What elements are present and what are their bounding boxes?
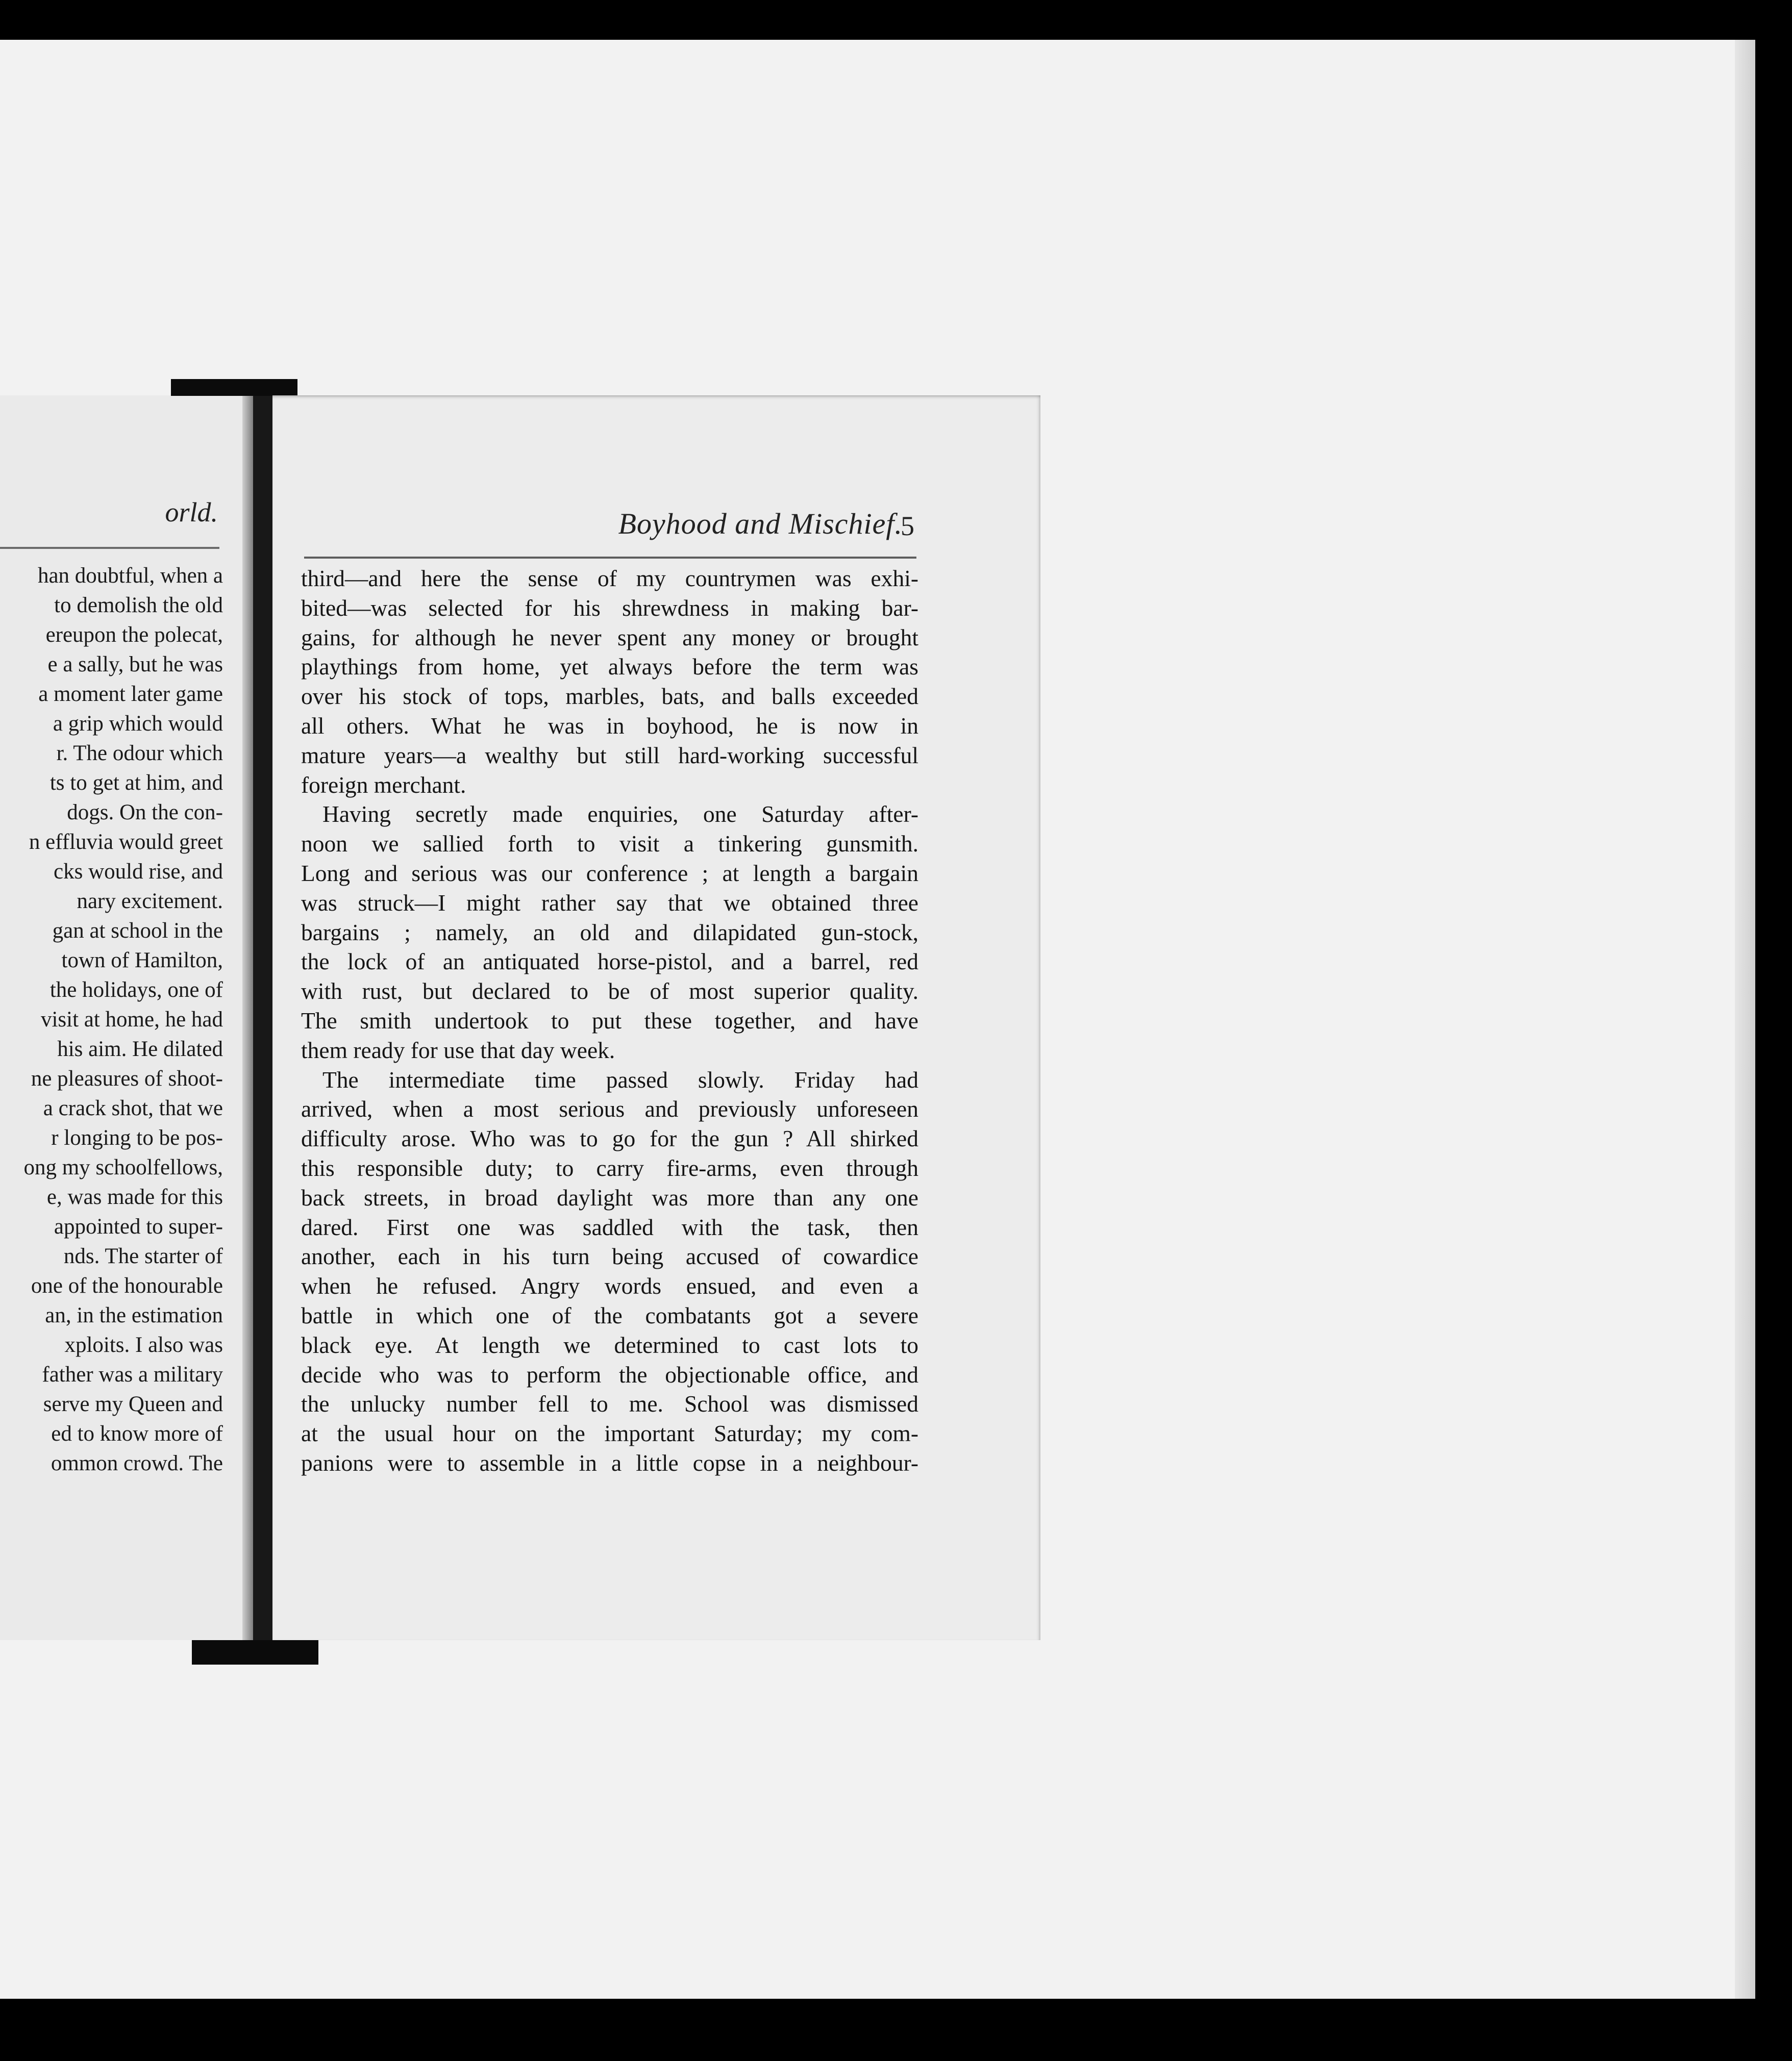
text-line: when he refused. Angry words ensued, and even a xyxy=(301,1273,918,1299)
text-line: bited—was selected for his shrewdness in making bar- xyxy=(301,594,918,621)
left-header-rule xyxy=(0,547,219,549)
text-line: panions were to assemble in a little copse in a neighbour- xyxy=(301,1449,918,1476)
text-line: gan at school in the xyxy=(52,919,223,943)
text-line: noon we sallied forth to visit a tinkering gunsmith. xyxy=(301,831,918,857)
text-line: one of the honourable xyxy=(31,1274,223,1298)
text-line: black eye. At length we determined to cast lots to xyxy=(301,1331,918,1358)
text-line: dared. First one was saddled with the task, then xyxy=(301,1214,918,1240)
running-head: Boyhood and Mischief. xyxy=(618,507,903,540)
book-binding xyxy=(253,395,272,1640)
text-line: third—and here the sense of my countrymen was exhi- xyxy=(301,565,918,591)
text-line: ts to get at him, and xyxy=(49,771,223,795)
text-line: The smith undertook to put these together, and have xyxy=(301,1007,918,1034)
text-line: at the usual hour on the important Saturday; my com- xyxy=(301,1420,918,1447)
text-line: The intermediate time passed slowly. Friday had xyxy=(322,1066,918,1093)
text-line: difficulty arose. Who was to go for the gun ? All shirked xyxy=(301,1125,918,1152)
text-line: town of Hamilton, xyxy=(61,948,223,972)
left-page xyxy=(0,395,258,1640)
text-line: appointed to super- xyxy=(54,1215,223,1239)
text-line: xploits. I also was xyxy=(64,1333,223,1357)
text-line: a moment later game xyxy=(38,682,223,706)
text-line: a grip which would xyxy=(53,712,223,736)
text-line: e, was made for this xyxy=(46,1185,223,1209)
text-line: cks would rise, and xyxy=(54,860,223,884)
text-line: r. The odour which xyxy=(56,741,223,765)
text-line: ed to know more of xyxy=(51,1422,223,1446)
text-line: his aim. He dilated xyxy=(57,1037,223,1061)
left-page-text xyxy=(0,561,223,1478)
text-line: gains, for although he never spent any money or brought xyxy=(301,624,918,650)
text-line: nary excitement. xyxy=(77,889,223,913)
text-line: ommon crowd. The xyxy=(51,1451,223,1475)
text-line: battle in which one of the combatants got a severe xyxy=(301,1302,918,1328)
text-line: them ready for use that day week. xyxy=(301,1037,615,1063)
text-line: the lock of an antiquated horse-pistol, and a barrel, red xyxy=(301,948,918,975)
gutter-shadow xyxy=(242,395,254,1640)
text-line: dogs. On the con- xyxy=(67,800,223,824)
text-line: mature years—a wealthy but still hard-working successful xyxy=(301,742,918,768)
text-line: to demolish the old xyxy=(54,593,223,617)
text-line: with rust, but declared to be of most superior quality. xyxy=(301,978,918,1004)
text-line: an, in the estimation xyxy=(45,1303,223,1327)
text-line: the unlucky number fell to me. School was dismissed xyxy=(301,1391,918,1417)
text-line: ne pleasures of shoot- xyxy=(31,1067,223,1091)
text-line: n effluvia would greet xyxy=(29,830,223,854)
text-line: over his stock of tops, marbles, bats, and balls exceeded xyxy=(301,683,918,710)
text-line: han doubtful, when a xyxy=(37,564,223,588)
text-line: the holidays, one of xyxy=(49,978,223,1002)
text-line: Having secretly made enquiries, one Saturday after- xyxy=(322,801,918,827)
text-line: father was a military xyxy=(42,1363,223,1387)
text-line: foreign merchant. xyxy=(301,771,466,798)
text-line: playthings from home, yet always before the term was xyxy=(301,654,918,680)
binding-clamp-top xyxy=(171,379,297,396)
text-line: ereupon the polecat, xyxy=(45,623,223,647)
binding-clamp-bottom xyxy=(192,1640,318,1665)
text-line: decide who was to perform the objectionable office, and xyxy=(301,1361,918,1388)
scan-edge xyxy=(1735,40,1755,1999)
text-line: e a sally, but he was xyxy=(47,652,223,676)
header-rule xyxy=(304,557,916,559)
text-line: nds. The starter of xyxy=(63,1244,223,1268)
text-line: was struck—I might rather say that we obtained three xyxy=(301,889,918,916)
text-line: all others. What he was in boyhood, he is now in xyxy=(301,712,918,739)
text-line: back streets, in broad daylight was more than any one xyxy=(301,1184,918,1211)
left-running-head: orld. xyxy=(165,497,218,527)
page-number: 5 xyxy=(901,511,914,541)
body-text xyxy=(301,564,918,1478)
text-line: a crack shot, that we xyxy=(43,1096,223,1120)
text-line: bargains ; namely, an old and dilapidated gun-stock, xyxy=(301,919,918,945)
text-line: this responsible duty; to carry fire-arms, even through xyxy=(301,1154,918,1181)
text-line: ong my schoolfellows, xyxy=(23,1155,223,1179)
text-line: r longing to be pos- xyxy=(51,1126,223,1150)
text-line: another, each in his turn being accused of cowardice xyxy=(301,1243,918,1270)
right-page xyxy=(272,395,1040,1640)
text-line: visit at home, he had xyxy=(40,1008,223,1032)
text-line: arrived, when a most serious and previously unforeseen xyxy=(301,1096,918,1122)
text-line: Long and serious was our conference ; at length a bargain xyxy=(301,860,918,886)
text-line: serve my Queen and xyxy=(43,1392,223,1416)
